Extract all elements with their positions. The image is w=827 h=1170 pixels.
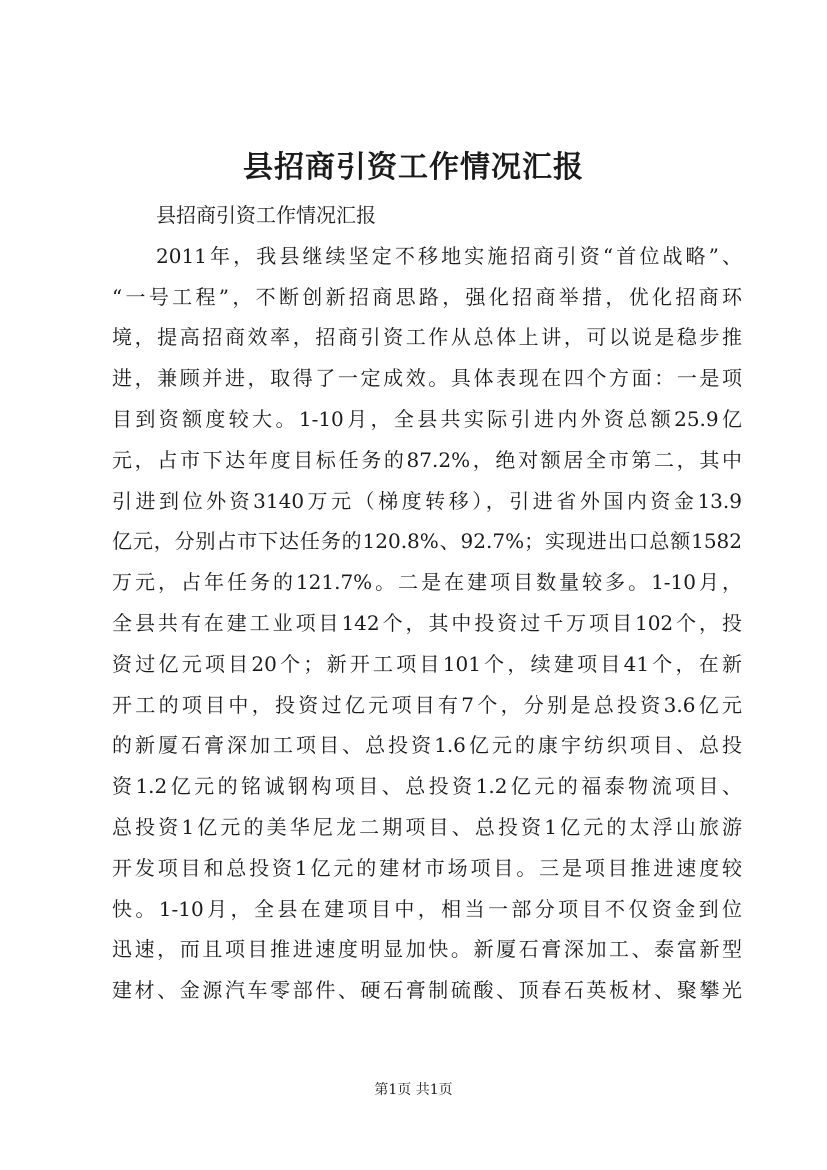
body-line: 目到资额度较大。1-10月，全县共实际引进内外资总额25.9亿 xyxy=(112,406,742,431)
body-line: 开发项目和总投资1亿元的建材市场项目。三是项目推进速度较 xyxy=(112,855,742,880)
body-line: 全县共有在建工业项目142个，其中投资过千万项目102个，投 xyxy=(112,610,742,635)
body-line: 总投资1亿元的美华尼龙二期项目、总投资1亿元的太浮山旅游 xyxy=(112,814,742,839)
body-line: 快。1-10月，全县在建项目中，相当一部分项目不仅资金到位 xyxy=(112,896,742,921)
body-line: 县招商引资工作情况汇报 xyxy=(156,203,376,227)
body-line: 元，占市下达年度目标任务的87.2%，绝对额居全市第二，其中 xyxy=(112,447,742,472)
body-line: 万元，占年任务的121.7%。二是在建项目数量较多。1-10月， xyxy=(112,570,742,595)
document-body xyxy=(112,195,742,1011)
body-line: 迅速，而且项目推进速度明显加快。新厦石膏深加工、泰富新型 xyxy=(112,937,742,962)
body-line: 2011年，我县继续坚定不移地实施招商引资“首位战略”、 xyxy=(156,243,742,268)
body-line: 资1.2亿元的铭诚钢构项目、总投资1.2亿元的福泰物流项目、 xyxy=(112,774,742,799)
body-line: 境，提高招商效率，招商引资工作从总体上讲，可以说是稳步推 xyxy=(112,325,742,350)
body-line: 开工的项目中，投资过亿元项目有7个，分别是总投资3.6亿元 xyxy=(112,692,742,717)
body-line: “一号工程”，不断创新招商思路，强化招商举措，优化招商环 xyxy=(112,284,742,309)
body-line: 进，兼顾并进，取得了一定成效。具体表现在四个方面：一是项 xyxy=(112,366,742,391)
body-line: 引进到位外资3140万元（梯度转移），引进省外国内资金13.9 xyxy=(112,488,742,513)
body-line: 建材、金源汽车零部件、硬石膏制硫酸、顶春石英板材、聚攀光 xyxy=(112,978,742,1003)
document-title: 县招商引资工作情况汇报 xyxy=(243,150,584,185)
body-line: 的新厦石膏深加工项目、总投资1.6亿元的康宇纺织项目、总投 xyxy=(112,733,742,758)
body-line: 资过亿元项目20个；新开工项目101个，续建项目41个，在新 xyxy=(112,651,742,676)
page-number-footer: 第1页 共1页 xyxy=(374,1082,453,1098)
body-line: 亿元，分别占市下达任务的120.8%、92.7%；实现进出口总额1582 xyxy=(112,529,742,554)
